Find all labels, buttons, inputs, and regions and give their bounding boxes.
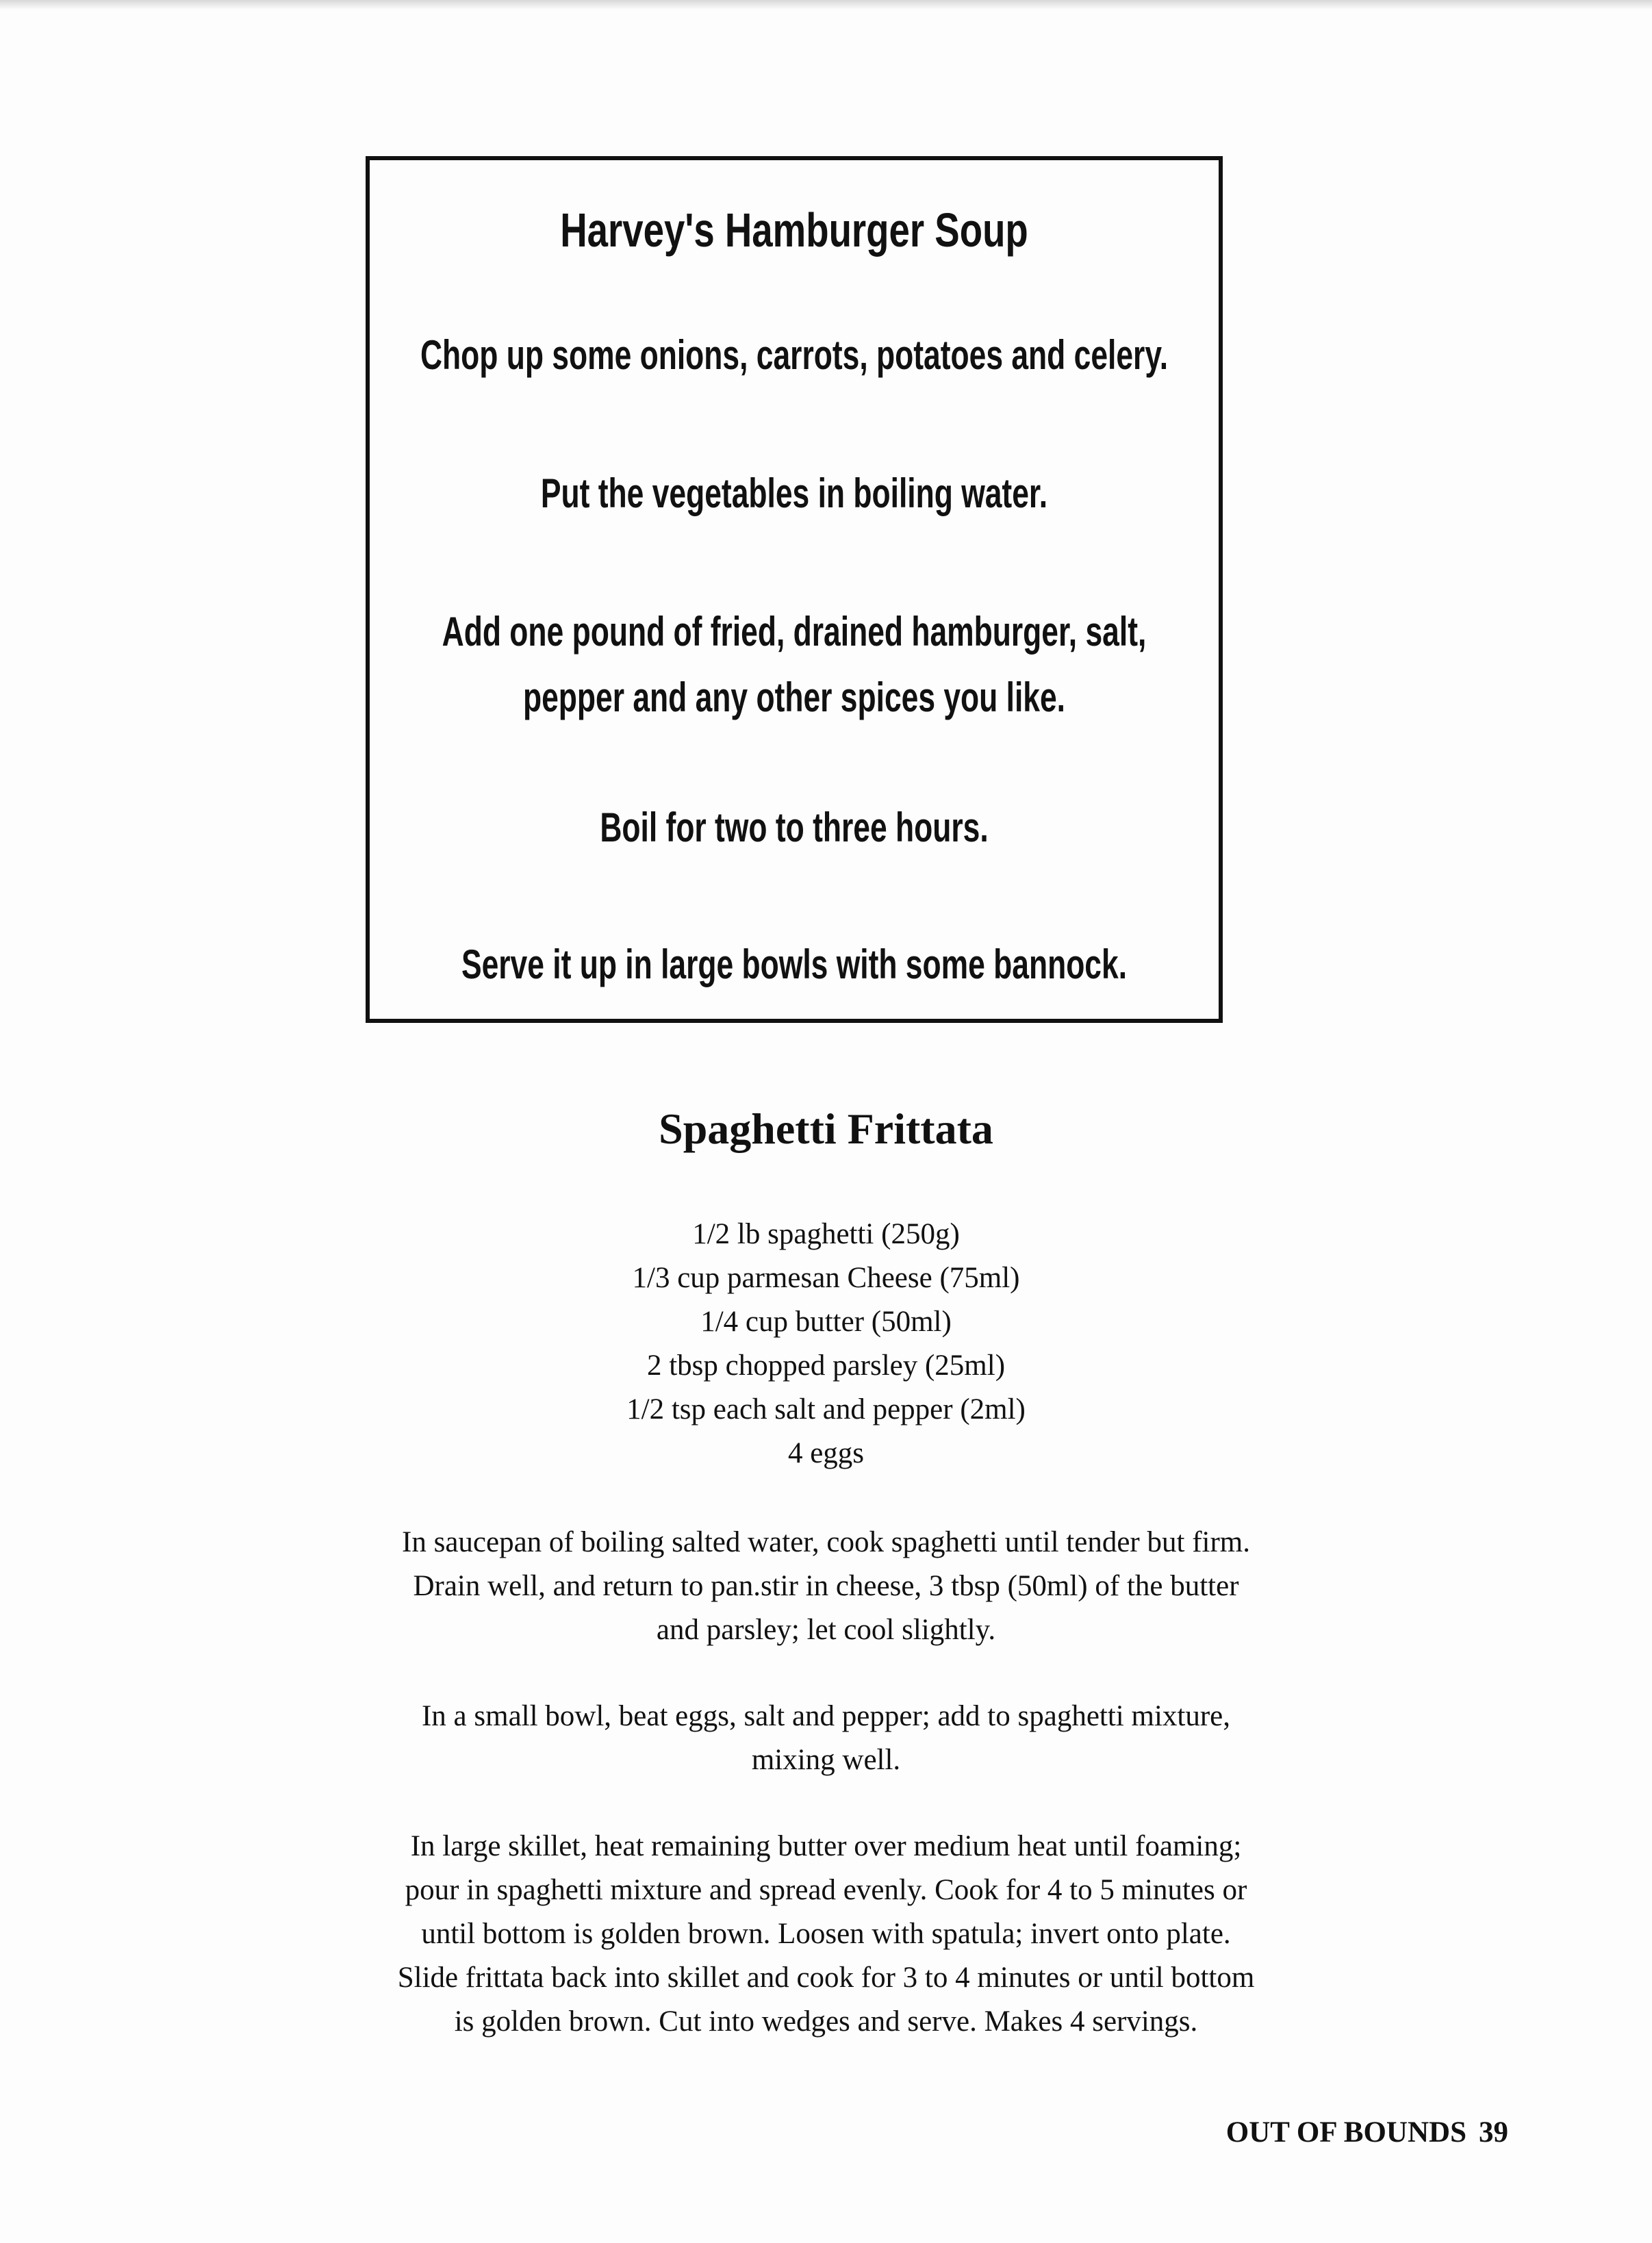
instruction-line: Slide frittata back into skillet and cook for 3 to 4 minutes or until bottom: [397, 1962, 1255, 1994]
instruction-line: and parsley; let cool slightly.: [656, 1614, 996, 1646]
scan-edge: [0, 0, 1652, 10]
soup-step-1: Chop up some onions, carrots, potatoes and celery.: [420, 332, 1169, 378]
soup-step-4: Boil for two to three hours.: [600, 804, 989, 850]
soup-title: Harvey's Hamburger Soup: [560, 203, 1028, 257]
ingredient-item: 4 eggs: [787, 1437, 865, 1469]
instruction-line: is golden brown. Cut into wedges and serve. Makes 4 servings.: [454, 2005, 1198, 2038]
ingredient-item: 1/3 cup parmesan Cheese (75ml): [632, 1262, 1020, 1294]
ingredient-item: 1/2 tsp each salt and pepper (2ml): [626, 1393, 1026, 1425]
instruction-line: Drain well, and return to pan.stir in cheese, 3 tbsp (50ml) of the butter: [413, 1570, 1239, 1602]
page-number: 39: [1479, 2116, 1508, 2149]
instruction-line: In saucepan of boiling salted water, cook spaghetti until tender but firm.: [402, 1526, 1250, 1558]
page-footer: [1226, 2116, 1508, 2149]
ingredient-item: 2 tbsp chopped parsley (25ml): [646, 1349, 1006, 1382]
instruction-line: mixing well.: [751, 1744, 901, 1776]
soup-step-3-line-1: Add one pound of fried, drained hamburger, salt,: [442, 609, 1147, 655]
instruction-line: until bottom is golden brown. Loosen with spatula; invert onto plate.: [421, 1918, 1231, 1950]
frittata-title: Spaghetti Frittata: [659, 1104, 993, 1153]
instruction-line: In a small bowl, beat eggs, salt and pepper; add to spaghetti mixture,: [421, 1700, 1230, 1732]
soup-step-3-line-2: pepper and any other spices you like.: [522, 674, 1066, 720]
instruction-line: In large skillet, heat remaining butter over medium heat until foaming;: [410, 1830, 1242, 1862]
ingredient-item: 1/4 cup butter (50ml): [700, 1306, 952, 1338]
soup-step-2: Put the vegetables in boiling water.: [540, 470, 1048, 516]
hamburger-soup-box: [366, 156, 1223, 1023]
instruction-line: pour in spaghetti mixture and spread evenly. Cook for 4 to 5 minutes or: [405, 1874, 1247, 1906]
publication-name: OUT OF BOUNDS: [1225, 2116, 1466, 2149]
soup-step-5: Serve it up in large bowls with some bannock.: [461, 941, 1128, 987]
ingredient-item: 1/2 lb spaghetti (250g): [692, 1218, 960, 1250]
